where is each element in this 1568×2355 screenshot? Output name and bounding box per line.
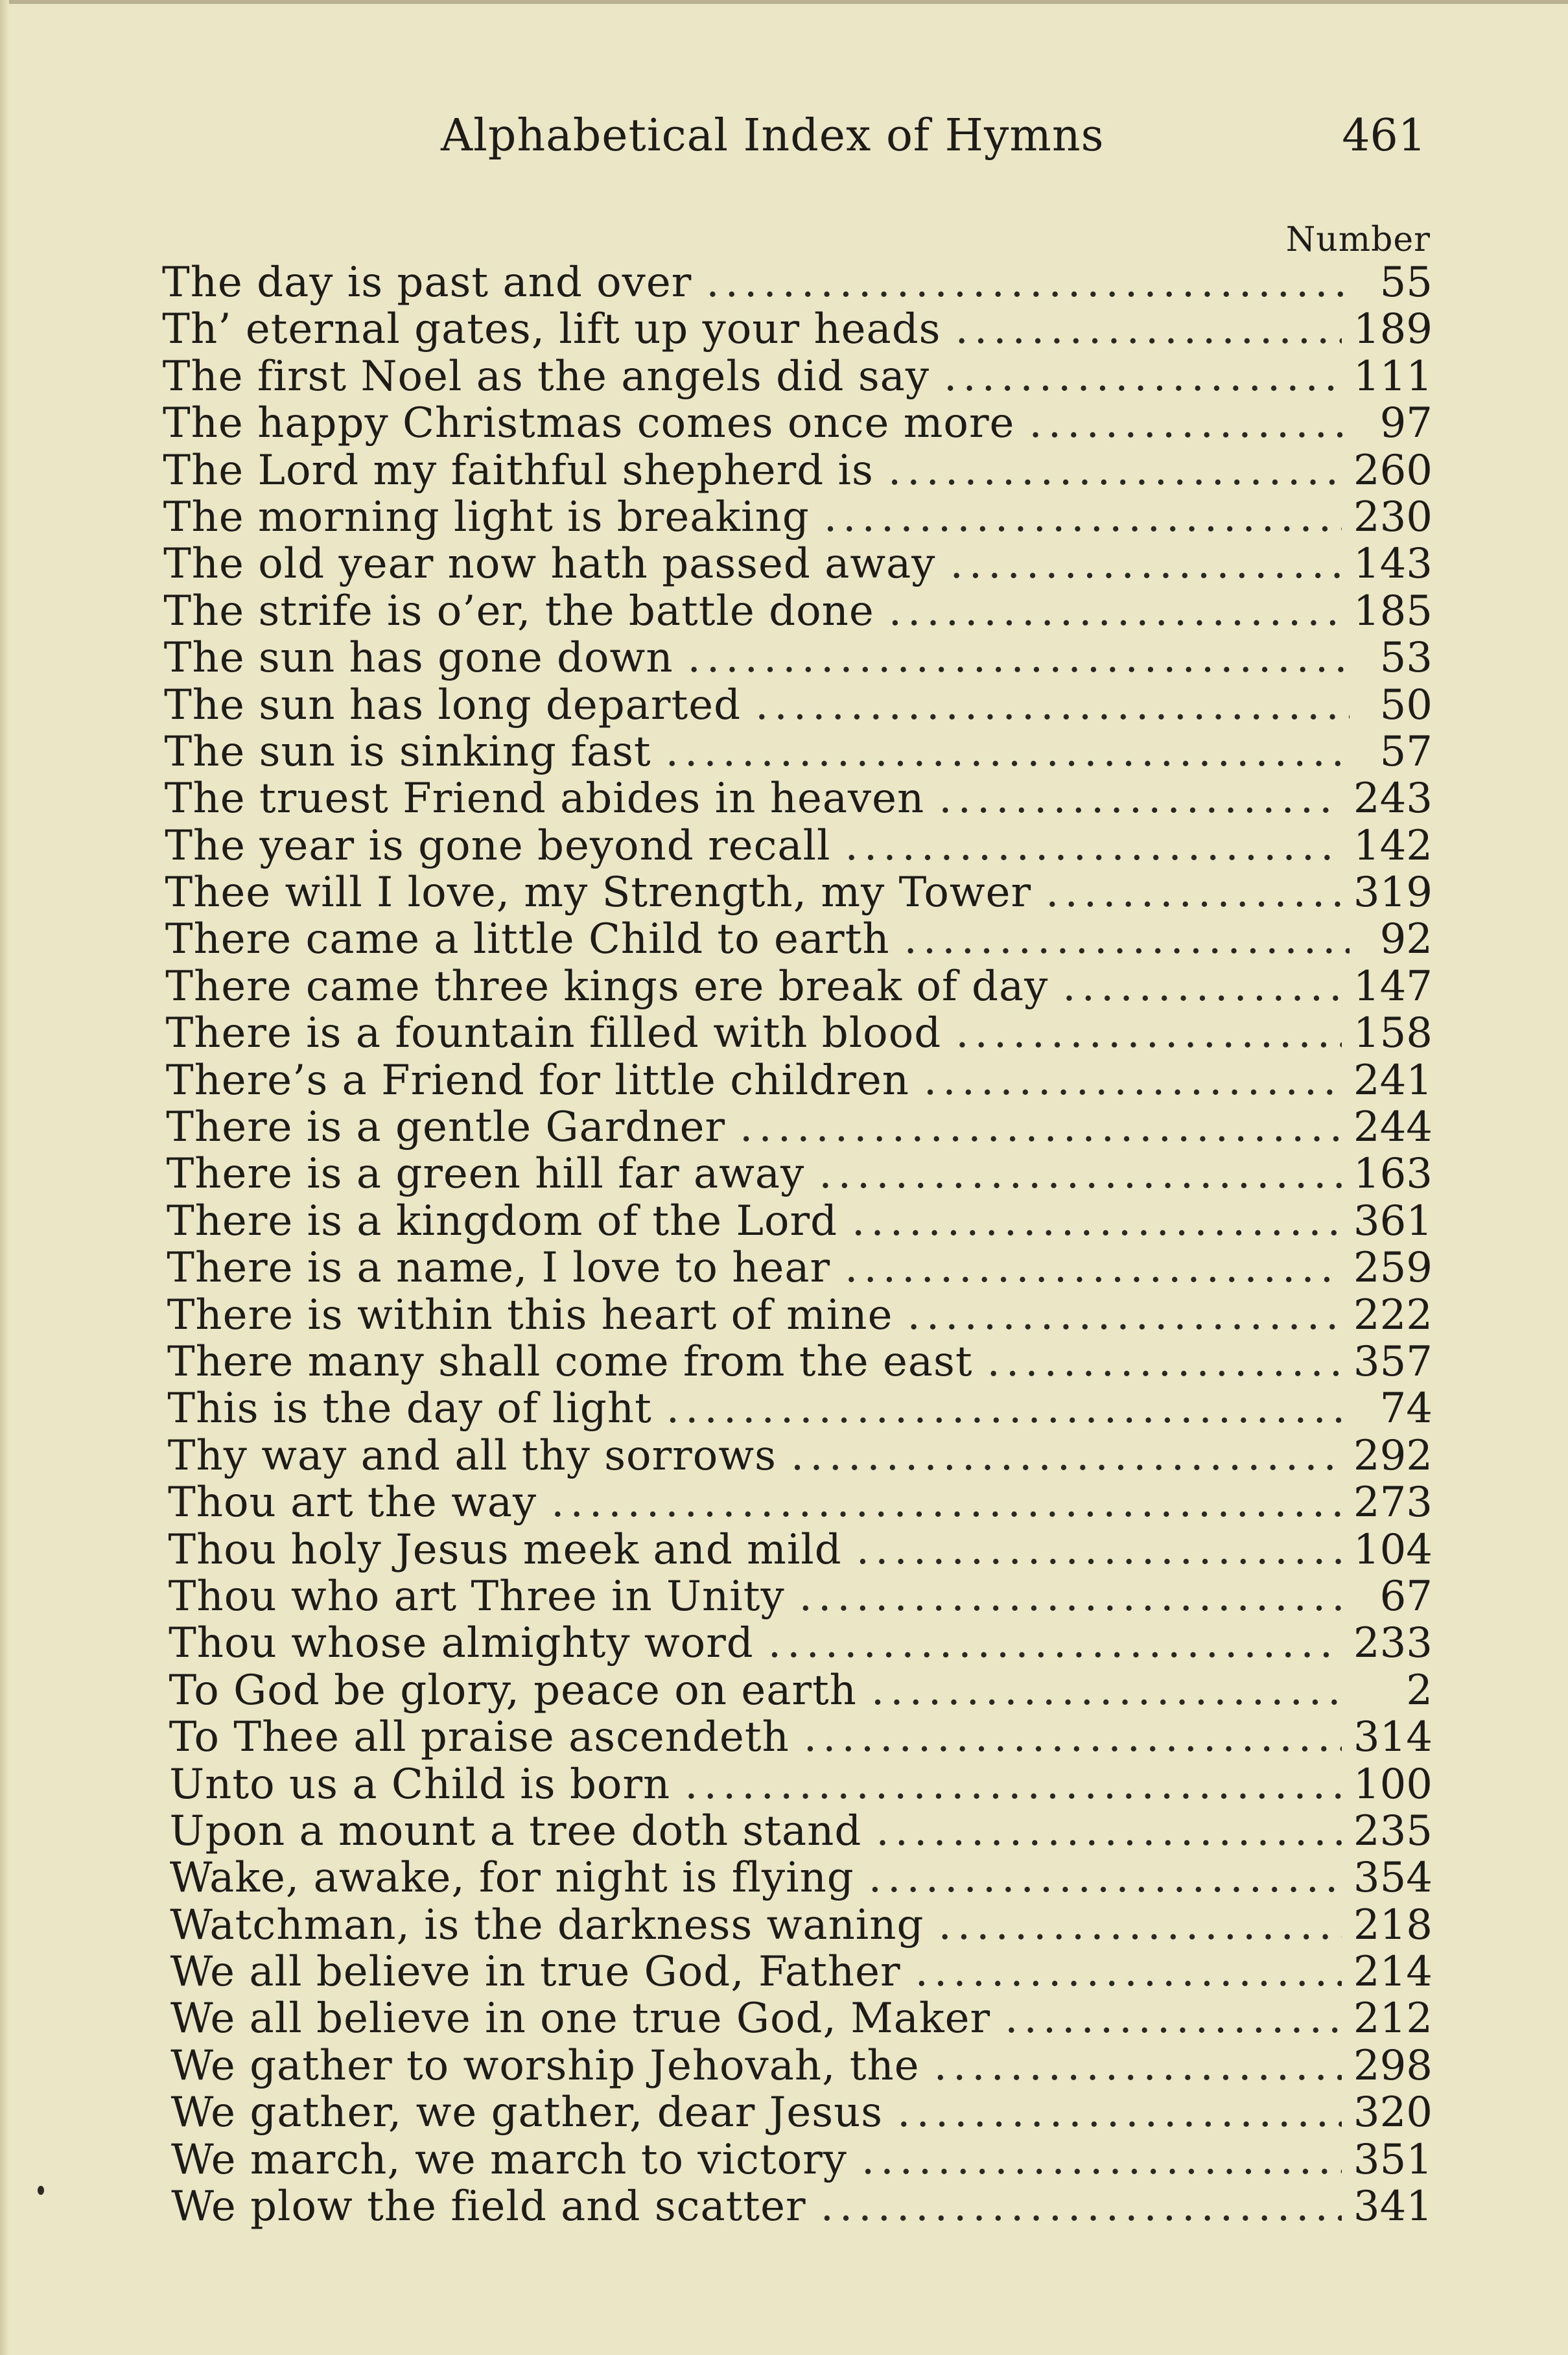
hymn-title: The first Noel as the angels did say (162, 352, 930, 401)
index-entry (163, 588, 1433, 635)
index-entry (170, 1995, 1433, 2042)
hymn-number: 143 (1353, 540, 1433, 589)
dot-leader (845, 823, 1342, 869)
hymn-title: The sun has long departed (164, 681, 742, 729)
hymn-title: The truest Friend abides in heaven (164, 775, 925, 823)
hymn-number: 292 (1353, 1431, 1433, 1480)
hymn-number: 243 (1353, 775, 1433, 823)
index-entry (167, 1292, 1433, 1339)
hymn-title: Unto us a Child is born (169, 1760, 671, 1809)
hymn-title: The sun has gone down (163, 634, 673, 683)
hymn-number: 97 (1379, 399, 1433, 448)
hymn-title: The year is gone beyond recall (165, 821, 831, 870)
hymn-title: We march, we march to victory (171, 2135, 847, 2184)
index-entry (163, 541, 1433, 587)
index-entry (167, 1339, 1433, 1385)
hymn-title: To God be glory, peace on earth (169, 1666, 857, 1715)
index-entry (169, 1667, 1433, 1714)
dot-leader (666, 729, 1350, 775)
hymn-number: 158 (1353, 1009, 1433, 1058)
hymn-number: 218 (1353, 1901, 1433, 1949)
hymn-number: 67 (1379, 1572, 1433, 1621)
hymn-title: We gather to worship Jehovah, the (170, 2041, 920, 2090)
dot-leader (955, 306, 1342, 353)
hymn-number: 235 (1353, 1807, 1433, 1855)
dot-leader (888, 447, 1342, 494)
index-entry (164, 682, 1433, 729)
dot-leader (938, 1902, 1341, 1949)
index-entry (171, 2183, 1433, 2230)
hymn-title: Thou holy Jesus meek and mild (168, 1525, 842, 1574)
dot-leader (1029, 400, 1350, 447)
index-entry (167, 1198, 1433, 1245)
index-entry (163, 400, 1433, 447)
index-entry (169, 1620, 1433, 1667)
dot-leader (666, 1385, 1350, 1432)
hymn-number: 2 (1406, 1666, 1433, 1715)
index-entry (168, 1433, 1433, 1479)
hymn-title: Upon a mount a tree doth stand (169, 1807, 862, 1855)
hymn-title: There’s a Friend for little children (165, 1056, 909, 1105)
dot-leader (1062, 963, 1342, 1010)
hymn-title: Thou who art Three in Unity (168, 1572, 785, 1621)
dot-leader (876, 1808, 1342, 1855)
hymn-title: Watchman, is the darkness waning (170, 1901, 924, 1949)
dot-leader (768, 1620, 1342, 1667)
index-entry (169, 1761, 1433, 1808)
index-entry (169, 1714, 1433, 1761)
hymn-number: 147 (1353, 962, 1433, 1011)
hymn-title: We plow the field and scatter (171, 2183, 806, 2231)
hymn-number: 341 (1353, 2183, 1433, 2231)
hymn-title: Wake, awake, for night is flying (169, 1854, 854, 1903)
dot-leader (944, 353, 1342, 400)
dot-leader (856, 1527, 1342, 1573)
hymn-number: 259 (1353, 1244, 1433, 1293)
hymn-number: 298 (1353, 2041, 1433, 2090)
dot-leader (861, 2137, 1342, 2183)
hymn-number: 233 (1353, 1619, 1433, 1668)
hymn-number: 361 (1353, 1197, 1433, 1245)
hymn-number: 57 (1379, 727, 1433, 776)
hymn-number: 214 (1353, 1948, 1433, 1997)
dot-leader (924, 1057, 1342, 1104)
hymn-title: To Thee all praise ascendeth (169, 1713, 790, 1762)
dot-leader (755, 682, 1350, 729)
hymn-number: 244 (1353, 1103, 1433, 1152)
hymn-number: 163 (1353, 1150, 1433, 1199)
dot-leader (799, 1573, 1350, 1620)
dot-leader (819, 1151, 1342, 1197)
number-column-label: Number (1285, 220, 1431, 259)
hymn-number: 185 (1353, 587, 1433, 635)
index-entry (165, 823, 1433, 869)
hymn-title: There many shall come from the east (167, 1337, 973, 1386)
hymn-title: Thou art the way (168, 1479, 537, 1527)
hymn-title: There is a fountain filled with blood (165, 1009, 942, 1058)
hymn-number: 100 (1353, 1760, 1433, 1809)
dot-leader (889, 588, 1342, 635)
index-entry (168, 1527, 1433, 1573)
index-entry (165, 775, 1433, 822)
hymn-number: 319 (1353, 869, 1433, 917)
index-entry (165, 963, 1433, 1010)
index-entry (163, 447, 1433, 494)
dot-leader (551, 1479, 1342, 1526)
dot-leader (845, 1245, 1342, 1291)
hymn-title: The sun is sinking fast (164, 727, 651, 776)
index-entry (167, 1151, 1433, 1197)
hymn-number: 55 (1379, 259, 1433, 307)
page-title: Alphabetical Index of Hymns (441, 110, 1105, 161)
hymn-number: 354 (1353, 1854, 1433, 1903)
index-entry (162, 306, 1433, 353)
index-entry (165, 916, 1433, 963)
page-top-rule (0, 0, 1568, 4)
hymn-number: 351 (1353, 2135, 1433, 2184)
hymn-title: There is a name, I love to hear (167, 1244, 831, 1293)
index-entry (167, 1245, 1433, 1291)
index-entry (166, 1010, 1433, 1057)
hymn-title: Th’ eternal gates, lift up your heads (162, 305, 941, 354)
hymn-title: The happy Christmas comes once more (163, 399, 1015, 448)
dot-leader (955, 1010, 1342, 1057)
index-entry (167, 1385, 1433, 1432)
index-entry (170, 1855, 1433, 1901)
hymn-number: 260 (1353, 446, 1433, 495)
dot-leader (824, 494, 1342, 541)
hymn-title: There came three kings ere break of day (165, 962, 1049, 1011)
index-entry (165, 729, 1433, 775)
hymn-number: 320 (1353, 2089, 1433, 2137)
dot-leader (950, 541, 1341, 587)
index-entry (170, 1902, 1433, 1949)
index-entry (165, 869, 1433, 916)
hymn-number: 222 (1353, 1291, 1433, 1339)
dot-leader (869, 1855, 1342, 1901)
dot-leader (791, 1433, 1342, 1479)
hymn-number: 230 (1353, 493, 1433, 541)
hymn-number: 92 (1379, 915, 1433, 964)
index-entry (170, 1808, 1433, 1855)
hymn-title: Thy way and all thy sorrows (167, 1431, 777, 1480)
dot-leader (987, 1339, 1342, 1385)
hymn-title: We gather, we gather, dear Jesus (170, 2089, 883, 2137)
dot-leader (821, 2183, 1342, 2230)
hymn-title: We all believe in one true God, Maker (170, 1995, 991, 2043)
hymn-title: We all believe in true God, Father (170, 1948, 901, 1997)
index-entry (169, 1573, 1433, 1620)
index-entry (163, 494, 1433, 541)
dot-leader (904, 916, 1350, 963)
hymn-index-list (162, 259, 1433, 2230)
hymn-title: There is a gentle Gardner (166, 1103, 726, 1152)
margin-ink-dot (38, 2186, 44, 2195)
index-entry (171, 2089, 1433, 2136)
dot-leader (740, 1104, 1342, 1151)
index-entry (168, 1479, 1433, 1526)
index-entry (162, 259, 1433, 306)
hymn-title: The day is past and over (162, 259, 692, 307)
index-entry (164, 635, 1433, 681)
hymn-title: The strife is o’er, the battle done (163, 587, 874, 635)
hymn-title: Thou whose almighty word (169, 1619, 754, 1668)
dot-leader (804, 1714, 1342, 1761)
hymn-title: Thee will I love, my Strength, my Tower (165, 869, 1032, 917)
hymn-number: 314 (1353, 1713, 1433, 1762)
dot-leader (688, 635, 1350, 681)
dot-leader (685, 1761, 1342, 1808)
hymn-number: 53 (1379, 634, 1433, 683)
hymn-title: The Lord my faithful shepherd is (163, 446, 874, 495)
dot-leader (915, 1949, 1342, 1995)
hymn-title: There is a green hill far away (166, 1150, 805, 1199)
page-number: 461 (1342, 110, 1426, 161)
dot-leader (1005, 1995, 1342, 2042)
index-entry (163, 353, 1433, 400)
hymn-number: 189 (1353, 305, 1433, 354)
hymn-title: There is within this heart of mine (167, 1291, 893, 1339)
hymn-title: The morning light is breaking (163, 493, 810, 541)
hymn-number: 104 (1353, 1525, 1433, 1574)
dot-leader (1046, 869, 1342, 916)
hymn-title: There came a little Child to earth (165, 915, 890, 964)
hymn-number: 273 (1353, 1479, 1433, 1527)
hymn-title: The old year now hath passed away (163, 540, 936, 589)
dot-leader (706, 259, 1350, 306)
index-entry (170, 2043, 1433, 2089)
dot-leader (897, 2089, 1342, 2136)
hymn-number: 50 (1379, 681, 1433, 729)
dot-leader (934, 2043, 1342, 2089)
hymn-number: 74 (1379, 1385, 1433, 1433)
running-head (156, 104, 1426, 169)
hymn-number: 111 (1353, 352, 1433, 401)
dot-leader (871, 1667, 1350, 1714)
index-entry (170, 1949, 1433, 1995)
hymn-title: This is the day of light (167, 1385, 652, 1433)
page-binding-edge (0, 0, 9, 2355)
dot-leader (939, 775, 1342, 822)
index-entry (166, 1057, 1433, 1104)
dot-leader (852, 1198, 1342, 1245)
index-entry (171, 2137, 1433, 2183)
index-entry (166, 1104, 1433, 1151)
hymn-number: 212 (1353, 1995, 1433, 2043)
hymn-number: 241 (1353, 1056, 1433, 1105)
hymn-number: 357 (1353, 1337, 1433, 1386)
hymn-number: 142 (1353, 821, 1433, 870)
dot-leader (907, 1292, 1341, 1339)
hymn-title: There is a kingdom of the Lord (167, 1197, 838, 1245)
